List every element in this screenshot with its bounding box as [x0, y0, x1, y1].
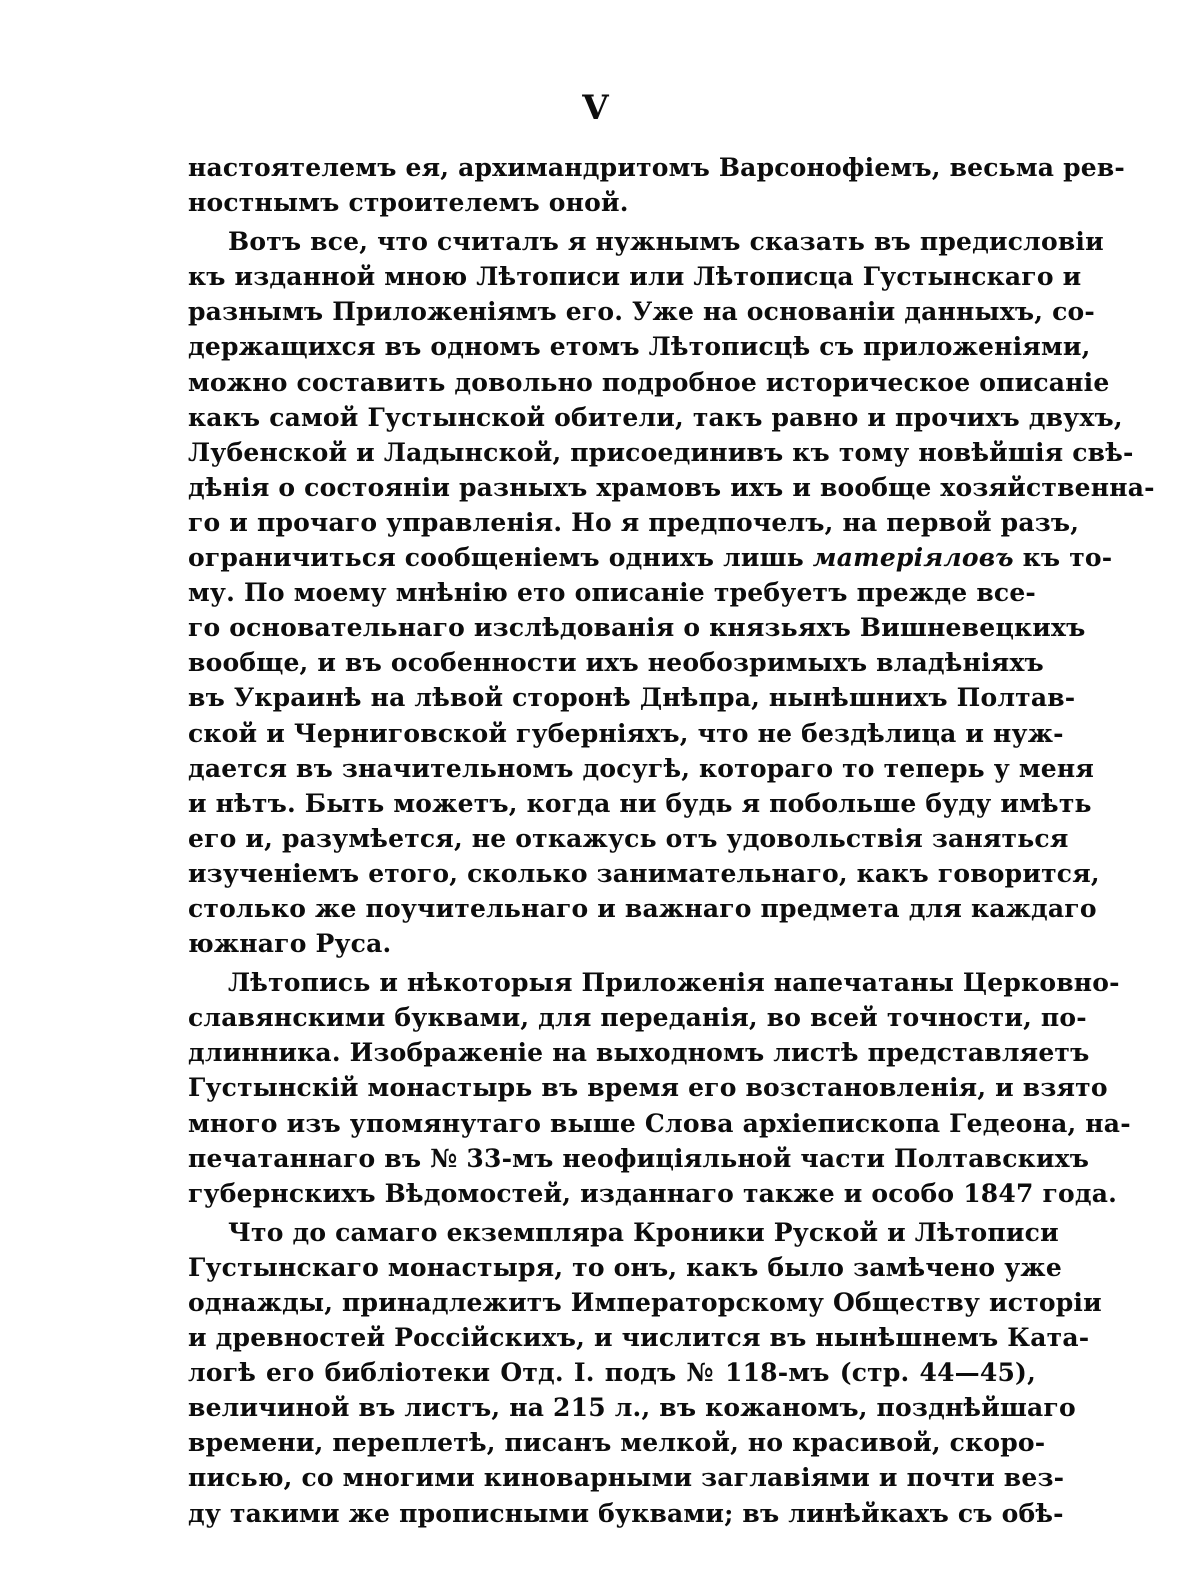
text-line: къ изданной мною Лѣтописи или Лѣтописца Густынскаго и — [188, 262, 1082, 292]
paragraph-1 — [188, 150, 1125, 220]
text-line: ду такими же прописными буквами; въ линѣйкахъ съ обѣ- — [188, 1498, 1064, 1528]
paragraph-3 — [188, 965, 1131, 1211]
text-line: держащихся въ одномъ етомъ Лѣтописцѣ съ приложенiями, — [188, 332, 1091, 362]
text-line: и нѣтъ. Быть можетъ, когда ни будь я побольше буду имѣть — [188, 788, 1092, 818]
text-line: го основательнаго изслѣдованiя о князьяхъ Вишневецкихъ — [188, 613, 1086, 643]
text-line: писью, со многими киноварными заглавiями и почти вез- — [188, 1463, 1065, 1493]
text-line: Лубенской и Ладынской, присоединивъ къ тому новѣйшiя свѣ- — [188, 437, 1134, 467]
text-line: и древностей Россiйскихъ, и числится въ нынѣшнемъ Ката- — [188, 1323, 1090, 1353]
text-line: можно составить довольно подробное историческое описанiе — [188, 367, 1110, 397]
text-line: много изъ упомянутаго выше Слова архiепископа Гедеона, на- — [188, 1108, 1131, 1138]
text-line: вообще, и въ особенности ихъ необозримыхъ владѣнiяхъ — [188, 648, 1044, 678]
text-line: какъ самой Густынской обители, такъ равно и прочихъ двухъ, — [188, 402, 1123, 432]
text-line: южнаго Руса. — [188, 929, 392, 959]
text-line: настоятелемъ ея, архимандритомъ Варсонофiемъ, весьма рев- — [188, 153, 1125, 182]
text-line: Густынскiй монастырь въ время его возстановленiя, и взято — [188, 1073, 1108, 1103]
text-line: ностнымъ строителемъ оной. — [188, 188, 629, 218]
text-line: дается въ значительномъ досугѣ, котораго то теперь у меня — [188, 753, 1095, 783]
text-line: Лѣтопись и нѣкоторыя Приложенiя напечатаны Церковно- — [228, 968, 1120, 998]
text-line: славянскими буквами, для переданiя, во всей точности, по- — [188, 1003, 1087, 1033]
text-line: логѣ его библiотеки Отд. I. подъ № 118-мъ (стр. 44—45), — [188, 1358, 1036, 1388]
text-line: однажды, принадлежитъ Императорскому Обществу исторiи — [188, 1288, 1102, 1317]
text-line: Вотъ все, что считалъ я нужнымъ сказать въ предисловiи — [228, 227, 1104, 257]
text-line: му. По моему мнѣнiю ето описанiе требуетъ прежде все- — [188, 578, 1036, 608]
page-number: V — [582, 88, 609, 128]
italic-word: матерiяловъ — [812, 543, 1014, 573]
text-line: печатаннаго въ № 33-мъ неофицiяльной части Полтавскихъ — [188, 1143, 1090, 1173]
body-text — [188, 150, 1155, 1531]
text-line-with-italic: ограничиться сообщенiемъ однихъ лишь матерiяловъ къ то- — [188, 543, 1113, 573]
paragraph-4 — [188, 1215, 1102, 1531]
paragraph-2 — [188, 224, 1155, 961]
text-line: дѣнiя о состоянiи разныхъ храмовъ ихъ и вообще хозяйственна- — [188, 472, 1155, 502]
text-line: Густынскаго монастыря, то онъ, какъ было замѣчено уже — [188, 1252, 1062, 1282]
text-line: столько же поучительнаго и важнаго предмета для каждаго — [188, 893, 1097, 923]
text-line: времени, переплетѣ, писанъ мелкой, но красивой, скоро- — [188, 1428, 1046, 1458]
text-line: его и, разумѣется, не откажусь отъ удовольствiя заняться — [188, 823, 1069, 853]
text-line: длинника. Изображенiе на выходномъ листѣ представляетъ — [188, 1038, 1090, 1068]
text-line: величиной въ листъ, на 215 л., въ кожаномъ, позднѣйшаго — [188, 1393, 1076, 1423]
text-line: го и прочаго управленiя. Но я предпочелъ, на первой разъ, — [188, 507, 1080, 537]
text-line: разнымъ Приложенiямъ его. Уже на основанiи данныхъ, со- — [188, 297, 1095, 327]
text-line: губернскихъ Вѣдомостей, изданнаго также и особо 1847 года. — [188, 1178, 1118, 1208]
text-line: ской и Черниговской губернiяхъ, что не бездѣлица и нуж- — [188, 718, 1064, 748]
text-line: въ Украинѣ на лѣвой сторонѣ Днѣпра, нынѣшнихъ Полтав- — [188, 683, 1076, 713]
text-line: изученiемъ етого, сколько занимательнаго, какъ говорится, — [188, 858, 1100, 888]
text-line: Что до самаго екземпляра Кроники Руской и Лѣтописи — [228, 1217, 1059, 1247]
